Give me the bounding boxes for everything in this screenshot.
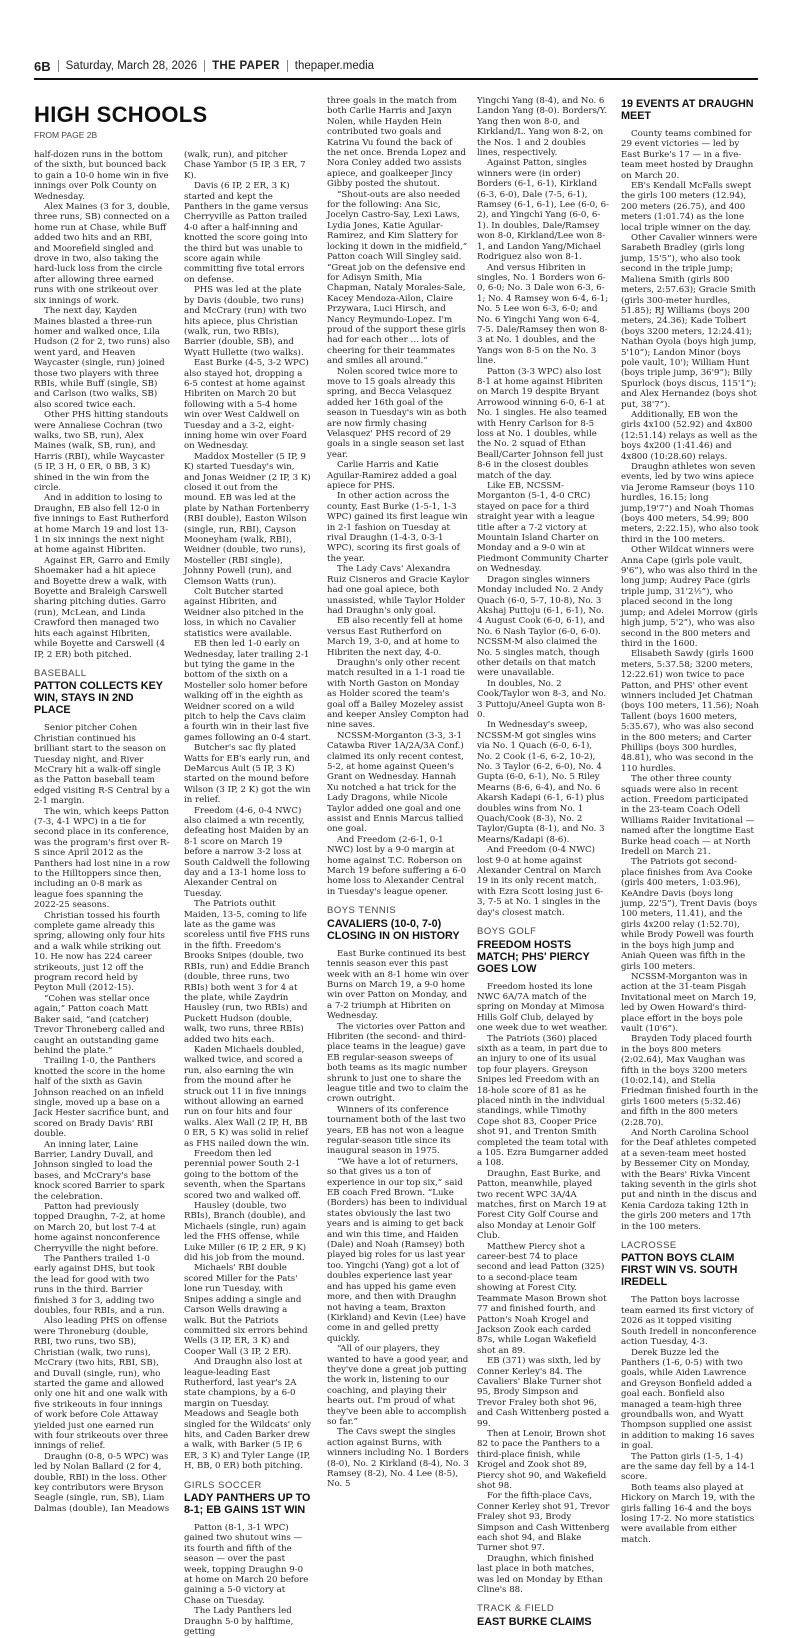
paragraph: EB (371) was sixth, led by Conner Kerley's 84. The Cavaliers' Blake Turner shot 95, Brody Simpson and Trevor Fraley both shot 96, and Cash Wittenberg posted a 99. <box>477 1356 610 1429</box>
column-2 <box>184 150 312 1638</box>
story-kicker: GIRLS SOCCER <box>184 1479 262 1491</box>
paragraph: “All of our players, they wanted to have a good year, and they've done a great job putting the work in, listening to our coaching, and playing their hearts out. I'm proud of what they've been able to accomplish so far.” <box>327 1344 469 1427</box>
paragraph: For the fifth-place Cavs, Conner Kerley shot 91, Trevor Fraley shot 93, Brody Simpson and Cash Wittenberg each shot 94, and Blake Turner shot 97. <box>477 1491 610 1554</box>
paragraph: Freedom (4-6, 0-4 NWC) also claimed a win recently, defeating host Maiden by an 8-1 score on March 19 before a narrow 3-2 loss at South Caldwell the following day and a 13-1 home loss to Alexander Central on Tuesday. <box>184 805 310 899</box>
paragraph: Draughn, East Burke, and Patton, meanwhile, played two recent WPC 3A/4A matches, first on March 19 at Forest City Golf Course and also Monday at Lenoir Golf Club. <box>477 1168 607 1242</box>
paragraph: The Patton girls (1-5, 1-4) are the same day fell by a 14-1 score. <box>621 1451 756 1483</box>
paragraph: The Patriots outhit Maiden, 13-5, coming to life late as the game was scoreless until five FHS runs in the fifth. Freedom's Brooks Snipes (double, two RBIs, run) and Eddie Branch (double, three runs, two RBIs) both went 3 for 4 at the plate, while Zaydrin Hausley (run, two RBIs) and Puckett Hudson (double, walk, two runs, three RBIs) added two hits each. <box>184 899 310 1045</box>
paragraph: Carlie Harris and Katie Aguilar-Ramirez added a goal apiece for PHS. <box>327 460 457 492</box>
paragraph: Nolen scored twice more to move to 15 goals already this spring, and Becca Velasquez added her 16th goal of the season in Tuesday's win as both are now firmly chasing Velasquez' PHS record of 29 goals in a single season set last year. <box>327 366 467 460</box>
paragraph: And Freedom (0-4 NWC) lost 9-0 at home against Alexander Central on March 19 in its only recent match, with Ezra Scott losing just 6-3, 7-5 at No. 1 singles in the day's closest match. <box>477 845 604 918</box>
site-link[interactable]: thepaper.media <box>294 60 375 72</box>
paragraph: And North Carolina School for the Deaf athletes competed at a seven-team meet hosted by Bessemer City on Monday, with the Bears' Rivka Vincent taking seventh in the girls shot put and ninth in the discus and Kenia Cardoza taking 12th in the girls 200 meters and 17th in the 100 meters. <box>621 1128 757 1232</box>
paragraph: Freedom then led perennial power South 2-1 going to the bottom of the seventh, when the Spartans scored two and walked off. <box>184 1149 306 1201</box>
paragraph: “We have a lot of returners, so that gives us a ton of experience in our top six,” said EB coach Fred Brown. “Luke (Borders) has been to individual states obviously the last two years and is aiming to get back and win this time, and Haiden (Dale) and Noah (Ramsey) both played big roles for us last year too. Yingchi (Yang) got a lot of doubles experience last year and has upped his game even more, and then with Draughn not having a team, Braxton (Kirkland) and Kevin (Lee) have come in and gelled pretty quickly. <box>327 1156 468 1344</box>
issue-date: Saturday, March 28, 2026 <box>65 60 198 72</box>
paragraph: PHS was led at the plate by Davis (double, two runs) and McCrary (run) with two hits apiece, plus Christian (walk, run, two RBIs), Barrier (double, SB), and Wyatt Hullette (two walks). <box>184 285 307 358</box>
paragraph: Other Cavalier winners were Sarabeth Bradley (girls long jump, 15'5”), who also took second in the triple jump; Maliena Smith (girls 800 meters, 2:57.63); Gracie Smith (girls 300-meter hurdles, 51.85); RJ Williams (boys 200 meters, 24.36); Kade Tolbert (boys 3200 meters, 12:24.41); Nathan Oyola (boys high jump, 5'10”); Landon Minor (boys pole vault, 10'); William Hunt (boys triple jump, 36'9”); Billy Spurlock (boys discus, 115'1”); and Alex Hernandez (boys shot put, 38'7”). <box>621 233 758 410</box>
story-boys-golf <box>477 927 610 1595</box>
story-headline: LADY PANTHERS UP TO 8-1; EB GAINS 1ST WIN <box>184 1492 311 1516</box>
paragraph: Other PHS hitting standouts were Annaliese Cochran (two walks, two SB, run), Alex Maines (walk, SB, run), and Harris (RBI), while Waycaster (5 IP, 3 H, 0 ER, 0 BB, 3 K) shined in the win from the circle. <box>34 410 169 493</box>
paragraph: Brayden Tody placed fourth in the boys 800 meters (2:02.64), Max Vaughan was fifth in the boys 3200 meters (10:02.14), and Stella Friedman finished fourth in the girls 1600 meters (5:32.46) and fifth in the 800 meters (2:28.70). <box>621 1034 759 1128</box>
page-header <box>34 56 758 76</box>
paragraph: Other Wildcat winners were Anna Cape (girls pole vault, 9'6”), who was also third in the long jump; Audrey Pace (girls triple jump, 31'2½”), who placed second in the long jump; and Adelei Morrow (girls high jump, 5'2”), who was also second in the 800 meters and third in the 1600. <box>621 545 758 649</box>
paragraph: Like EB, NCSSM-Morganton (5-1, 4-0 CRC) stayed on pace for a third straight year with a league title after a 7-2 victory at Mountain Island Charter on Monday and a 9-0 win at Piedmont Community Charter on Wednesday. <box>477 481 609 575</box>
paragraph: Trailing 1-0, the Panthers knotted the score in the home half of the sixth as Gavin Johnson reached on an infield single, moved up a base on a Jack Hester sacrifice bunt, and scored on Brady Davis' RBI double. <box>34 1056 169 1140</box>
paragraph: Freedom hosted its lone NWC 6A/7A match of the spring on Monday at Mimosa Hills Golf Club, delayed by one week due to wet weather. <box>477 981 608 1034</box>
story-kicker: BOYS GOLF <box>477 926 537 938</box>
header-divider <box>204 60 205 72</box>
paragraph: In other action across the county, East Burke (1-5-1, 1-3 WPC) gained its first league win in 2-1 fashion on Tuesday at rival Draughn (1-4-3, 0-3-1 WPC), scoring its first goals of the year. <box>327 491 468 564</box>
paragraph: The Panthers trailed 1-0 early against DHS, but took the lead for good with two runs in the third. Barrier finished 3 for 3, adding two doubles, four RBIs, and a run. <box>34 1254 165 1317</box>
column-1 <box>34 150 170 1628</box>
paragraph: The Cavs swept the singles action against Burns, with winners including No. 1 Borders (8-0), No. 2 Kirkland (8-4), No. 3 Ramsey (8-2), No. 4 Lee (8-5), No. 5 <box>327 1427 469 1490</box>
story-headline: PATTON BOYS CLAIM FIRST WIN VS. SOUTH IREDELL <box>621 1252 738 1289</box>
paragraph: Butcher's sac fly plated Watts for EB's early run, and DeMarcus Ault (5 IP, 3 K) started on the mound before Wilson (3 IP, 2 K) got the win in relief. <box>184 743 311 806</box>
paragraph: Winners of its conference tournament both of the last two years, EB has not won a league regular-season title since its inaugural season in 1975. <box>327 1104 466 1157</box>
paragraph: (walk, run), and pitcher Chase Yambor (5 IP, 3 ER, 7 K). <box>184 150 306 181</box>
paragraph: The Lady Panthers led Draughn 5-0 by halftime, getting <box>184 1606 294 1638</box>
paragraph: The win, which keeps Patton (7-3, 4-1 WPC) in a tie for second place in its conference, was the program's first over R-S since April 2012 as the Panthers had lost nine in a row to the Hilltoppers since then, including an 0-8 mark as league foes spanning the 2022-25 seasons. <box>34 806 170 911</box>
paragraph: Then at Lenoir, Brown shot 82 to pace the Panthers to a third-place finish, while Krogel and Zook shot 89, Piercy shot 90, and Wakefield shot 98. <box>477 1428 607 1491</box>
header-rule <box>34 78 758 80</box>
paragraph: half-dozen runs in the bottom of the sixth, but bounced back to gain a 10-0 home win in five innings over Polk County on Wednesday. <box>34 150 169 202</box>
story-lacrosse <box>621 1241 759 1545</box>
paragraph: Additionally, EB won the girls 4x100 (52.92) and 4x800 (12:51.14) relays as well as the boys 4x200 (1:41.46) and 4x800 (10:28.60) relays. <box>621 409 758 462</box>
paragraph: East Burke continued its best tennis season ever this past week with an 8-1 home win over Burns on March 19, a 9-0 home win over Patton on Monday, and a 7-2 triumph at Hibriten on Wednesday. <box>327 948 469 1022</box>
paragraph: In Wednesday's sweep, NCSSM-M got singles wins via No. 1 Quach (6-0, 6-1), No. 2 Cook (1-6, 6-2, 10-2), No. 3 Taylor (6-2, 6-0), No. 4 Gupta (6-0, 6-1), No. 5 Riley Mearns (8-6, 6-4), and No. 6 Akarsh Kadapi (6-1, 6-1) plus doubles wins from No. 1 Quach/Cook (8-3), No. 2 Taylor/Gupta (8-1), and No. 3 Mearns/Kadapi (8-6). <box>477 720 605 845</box>
paragraph: Maddox Mosteller (5 IP, 9 K) started Tuesday's win, and Jonas Weidner (2 IP, 3 K) closed it out from the mound. EB was led at the plate by Nathan Fortenberry (RBI double), Easton Wilson (single, run, RBI), Cayson Mooneyham (walk, RBI), Weidner (double, two runs), Mosteller (RBI single), Johnny Powell (run), and Clemson Watts (run). <box>184 451 311 587</box>
paragraph: Draughn athletes won seven events, led by two wins apiece via Jerome Ramseur (boys 110 hurdles, 16.15; long jump,19'7”) and Noah Thomas (boys 400 meters, 54.99; 800 meters, 2:22.15), who also took third in the 100 meters. <box>621 462 759 545</box>
paragraph: And Freedom (2-6-1, 0-1 NWC) lost by a 9-0 margin at home against T.C. Roberson on March 19 before suffering a 6-0 home loss to Alexander Central in Tuesday's league opener. <box>327 834 467 897</box>
paragraph: “Shout-outs are also needed for the following: Ana Sic, Jocelyn Castro-Say, Lexi Laws, Lydia Jones, Katie Aguilar-Ramirez, and Kim Slattery for locking it down in the midfield,” Patton coach Will Singley said. “Great job on the defensive end for Adisyn Smith, Mia Chapman, Nataly Morales-Sale, Kacey Mendoza-Ailon, Claire Przywara, Luci Hirsch, and Nancy Reymundo-Lopez. I'm proud of the support these girls had for each other … lots of cheering for their teammates and smiles all around.” <box>327 189 468 367</box>
paragraph: Alex Maines (3 for 3, double, three runs, SB) connected on a home run at Chase, while Buff added two hits and an RBI, and Moorefield singled and drove in two, also taking the hard-luck loss from the circle after allowing three earned runs with one strikeout over six innings of work. <box>34 202 171 306</box>
story-kicker: BASEBALL <box>34 667 87 679</box>
story-headline: FREEDOM HOSTS MATCH; PHS' PIERCY GOES LOW <box>477 938 590 975</box>
story-headline: PATTON COLLECTS KEY WIN, STAYS IN 2ND PLACE <box>34 680 163 717</box>
paragraph: In doubles, No. 2 Cook/Taylor won 8-3, and No. 3 Puttoju/Aneel Gupta won 8-0. <box>477 678 607 720</box>
paragraph: Both teams also played at Hickory on March 19, with the girls falling 16-4 and the boys losing 17-2. No more statistics were available from either match. <box>621 1482 755 1545</box>
paragraph: Matthew Piercy shot a career-best 74 to place second and lead Patton (325) to a second-place team showing at Forest City. Teammate Mason Brown shot 77 and finished fourth, and Patton's Noah Krogel and Jackson Zook each carded 87s, while Logan Wakefield shot an 89. <box>477 1241 607 1356</box>
paragraph: And in addition to losing to Draughn, EB also fell 12-0 in five innings to East Rutherford at home March 19 and lost 13-1 in six innings the next night at home against Hibriten. <box>34 493 169 556</box>
paragraph: Yingchi Yang (8-4), and No. 6 Landon Yang (8-0). Borders/Y. Yang then won 8-0, and Kirkland/L. Yang won 8-2, on the Nos. 1 and 2 doubles lines, respectively. <box>477 96 608 159</box>
story-kicker: BOYS TENNIS <box>327 905 397 917</box>
paragraph: Draughn's only other recent match resulted in a 1-1 road tie with North Gaston on Monday as Holder scored the team's goal off a Bailey Mozeley assist and keeper Ansley Compton had nine saves. <box>327 657 469 731</box>
paragraph: three goals in the match from both Carlie Harris and Jaxyn Nolen, while Hayden Hein contributed two goals and Katrina Vu found the back of the net once. Brenda Lopez and Nora Conley added two assists apiece, and goalkeeper Jincy Gibby posted the shutout. <box>327 96 466 190</box>
paragraph: And versus Hibriten in singles, No. 1 Borders won 6-0, 6-0; No. 3 Dale won 6-3, 6-1; No. 4 Ramsey won 6-4, 6-1; No. 5 Lee won 6-3, 6-0; and No. 6 Yingchi Yang won 6-4, 7-5. Dale/Ramsey then won 8-3 at No. 1 doubles, and the Yangs won 8-5 on the No. 3 line. <box>477 262 609 367</box>
paragraph: Patton (8-1, 3-1 WPC) gained two shutout wins — its fourth and fifth of the season — over the past week, topping Draughn 9-0 at home on March 20 before gaining a 5-0 victory at Chase on Tuesday. <box>184 1523 309 1606</box>
paragraph: NCSSM-Morganton (3-3, 3-1 Catawba River 1A/2A/3A Conf.) claimed its only recent contest, 5-2, at home against Queen's Grant on Wednesday. Hannah Xu notched a hat trick for the Lady Dragons, while Nicole Taylor added one goal and one assist and Ennis Marcus tallied one goal. <box>327 730 464 835</box>
paragraph: Hausley (double, two RBIs), Branch (double), and Michaels (single, run) again led the FHS offense, while Luke Miller (6 IP, 2 ER, 9 K) did his job from the mound. <box>184 1201 307 1264</box>
paragraph: Also leading PHS on offense were Throneburg (double, RBI, two runs, two SB), Christian (walk, two runs), McCrary (two hits, RBI, SB), and Duvall (single, run), who started the game and allowed only one hit and one walk with five strikeouts in four innings of work before Cole Attaway yielded just one earned run with four strikeouts over three innings of relief. <box>34 1316 169 1452</box>
paragraph: Patton had previously topped Draughn, 7-2, at home on March 20, but lost 7-4 at home against nonconference Cherryville the night before. <box>34 1202 166 1254</box>
paragraph: EB's Kendall McFalls swept the girls 100 meters (12.94), 200 meters (26.75), and 400 meters (1:01.74) as the lone local triple winner on the day. <box>621 181 752 233</box>
story-baseball <box>34 669 170 1514</box>
paragraph: NCSSM-Morganton was in action at the 31-team Pisgah Invitational meet on March 19, led by Owen Howard's third-place effort in the boys pole vault (10'6”). <box>621 971 757 1034</box>
page-number: 6B <box>34 58 51 74</box>
paper-name: THE PAPER <box>212 60 280 72</box>
paragraph: Senior pitcher Cohen Christian continued his brilliant start to the season on Tuesday night, and River McCrary hit a walk-off single as the Patton baseball team edged visiting R-S Central by a 2-1 margin. <box>34 723 170 807</box>
paragraph: Davis (6 IP, 2 ER, 3 K) started and kept the Panthers in the game versus Cherryville as Patton trailed 4-0 after a half-inning and knotted the score going into the third but was unable to score again while committing five total errors on defense. <box>184 181 309 285</box>
paragraph: Dragon singles winners Monday included No. 2 Andy Quach (6-0, 5-7, 10-8), No. 3 Akshaj Puttoju (6-1, 6-1), No. 4 August Cook (6-0, 6-1), and No. 6 Nash Taylor (6-0, 6-0). NCSSM-M also claimed the No. 5 singles match, though other details on that match were unavailable. <box>477 574 605 679</box>
story-boys-tennis <box>327 906 469 1490</box>
paragraph: Michaels' RBI double scored Miller for the Pats' lone run Tuesday, with Snipes adding a single and Carson Wells drawing a walk. But the Patriots committed six errors behind Wells (3 IP, ER, 3 K) and Cooper Wall (3 IP, 2 ER). <box>184 1263 308 1357</box>
column-5 <box>621 96 759 1628</box>
story-headline: CAVALIERS (10-0, 7-0) CLOSING IN ON HISTORY <box>327 917 460 942</box>
column-3 <box>327 96 469 1628</box>
story-girls-soccer <box>184 1481 312 1638</box>
story-headline: EAST BURKE CLAIMS <box>477 1615 592 1628</box>
story-headline: 19 EVENTS AT DRAUGHN MEET <box>621 98 754 122</box>
paragraph: EB then led 1-0 early on Wednesday, later trailing 2-1 but tying the game in the bottom of the sixth on a Mosteller solo homer before walking off in the eighth as Weidner scored on a wild pitch to help the Cavs claim a fourth win in their last five games following an 0-4 start. <box>184 639 312 743</box>
paragraph: Derek Buzze led the Panthers (1-6, 0-5) with two goals, while Aiden Lawrence and Greyson Bonfield added a goal each. Bonfield also managed a team-high three groundballs won, and Wyatt Thompson supplied one assist in addition to making 16 saves in goal. <box>621 1347 755 1452</box>
paragraph: And Draughn also lost at league-leading East Rutherford, last year's 2A state champions, by a 6-0 margin on Tuesday. Meadows and Seagle both singled for the Wildcats' only hits, and Caden Barker drew a walk, with Barker (5 IP, 6 ER, 3 K) and Tyler Lange (IP, H, BB, 0 ER) both pitching. <box>184 1357 312 1472</box>
paragraph: Elisabeth Sawdy (girls 1600 meters, 5:37.58; 3200 meters, 12:22.61) won twice to pace Patton, and PHS' other event winners included Jet Chatman (boys 100 meters, 11.56); Noah Tallent (boys 1600 meters, 5:35.67), who was also second in the 800 meters; and Carter Phillips (boys 300 hurdles, 48.81), who was second in the 110 hurdles. <box>621 649 759 774</box>
paragraph: County teams combined for 29 event victories — led by East Burke's 17 — in a five-team meet hosted by Draughn on March 20. <box>621 129 754 181</box>
story-kicker: TRACK & FIELD <box>477 1603 555 1615</box>
paragraph: Against ER, Garro and Emily Shoemaker had a hit apiece and Boyette drew a walk, with Boyette and Braleigh Carswell sharing pitching duties. Garro (run), McLean, and Linda Crawford then managed two hits each against Hibriten, while Boyette and Carswell (4 IP, 2 ER) both pitched. <box>34 555 170 660</box>
paragraph: Draughn (0-8, 0-5 WPC) was led by Nolan Ballard (2 for 4, double, RBI) in the loss. Other key contributors were Bryson Seagle (single, run, SB), Liam Dalmas (double), Ian Meadows <box>34 1451 170 1514</box>
paragraph: Draughn, which finished last place in both matches, was led on Monday by Ethan Cline's 88. <box>477 1553 603 1596</box>
story-continued <box>34 150 170 660</box>
paragraph: The Patton boys lacrosse team earned its first victory of 2026 as it topped visiting South Iredell in nonconference action Tuesday, 4-3. <box>621 1295 757 1348</box>
paragraph: Christian tossed his fourth complete game already this spring, allowing only four hits and a walk while striking out 10. He now has 224 career strikeouts, just 12 off the program record held by Peyton Mull (2012-15). <box>34 910 165 994</box>
header-divider <box>58 60 59 72</box>
story-track-field <box>477 1604 610 1627</box>
paragraph: The Patriots got second-place finishes from Ava Cooke (girls 400 meters, 1:03.96), KeAndre Davis (boys long jump, 22'5”), Trent Davis (boys 100 meters, 11.41), and the girls 4x200 relay (1:52.70), while Brody Powell was fourth in the boys high jump and Aniah Queen was fifth in the girls 100 meters. <box>621 857 757 972</box>
paragraph: An inning later, Laine Barrier, Landry Duvall, and Johnson singled to load the bases, and McCrary's base knock scored Barrier to spark the celebration. <box>34 1139 165 1202</box>
paragraph: EB also recently fell at home versus East Rutherford on March 19, 3-0, and at home to Hibriten the next day, 4-0. <box>327 616 463 658</box>
paragraph: The other three county squads were also in recent action. Freedom participated in the 23-team Coach Odell Williams Raider Invitational — named after the longtime East Burke head coach — at North Iredell on March 21. <box>621 774 755 858</box>
column-4 <box>477 96 610 1628</box>
section-title: HIGH SCHOOLS <box>34 102 208 127</box>
paragraph: The Lady Cavs' Alexandra Ruiz Cisneros and Gracie Kaylor had one goal apiece, both unassisted, while Taylor Holder had Draughn's only goal. <box>327 564 469 616</box>
paragraph: East Burke (4-5, 3-2 WPC) also stayed hot, dropping a 6-5 contest at home against Hibriten on March 20 but following with a 5-4 home win over West Caldwell on Tuesday and a 3-2, eight-inning home win over Foard on Wednesday. <box>184 358 309 452</box>
paragraph: Kaden Michaels doubled, walked twice, and scored a run, also earning the win from the mound after he struck out 11 in five innings without allowing an earned run on four hits and four walks. Alex Wall (2 IP, H, BB 0 ER, 5 K) was solid in relief as FHS nailed down the win. <box>184 1044 310 1149</box>
paragraph: The next day, Kayden Maines blasted a three-run homer and walked once, Lila Hudson (2 for 2, two runs) also went yard, and Heaven Waycaster (single, run) joined those two players with three RBIs, while Buff (single, SB) and Carlson (two walks, SB) also scored twice each. <box>34 306 170 410</box>
paragraph: Against Patton, singles winners were (in order) Borders (6-1, 6-1), Kirkland (6-3, 6-0), Dale (7-5, 6-1), Ramsey (6-1, 6-1), Lee (6-0, 6-2), and Yingchi Yang (6-0, 6-1). In doubles, Dale/Ramsey won 8-0, Kirkland/Lee won 8-1, and Landon Yang/Michael Rodriguez also won 8-1. <box>477 158 609 263</box>
paragraph: “Cohen was stellar once again,” Patton coach Matt Baker said, “and (catcher) Trevor Throneberg called and caught an outstanding game behind the plate.” <box>34 993 165 1056</box>
story-kicker: LACROSSE <box>621 1240 677 1252</box>
paragraph: The victories over Patton and Hibriten (the second- and third-place teams in the league) gave EB regular-season sweeps of both teams as its magic number shrunk to just one to share the league title and two to claim the crown outright. <box>327 1021 469 1105</box>
paragraph: Colt Butcher started against Hibriten, and Weidner also pitched in the loss, in which no Cavalier statistics were available. <box>184 587 304 639</box>
jump-line: FROM PAGE 2B <box>34 130 98 140</box>
paragraph: The Patriots (360) placed sixth as a team, in part due to an injury to one of its usual top four players. Greyson Snipes led Freedom with an 18-hole score of 81 as he placed ninth in the individual standings, while Timothy Cope shot 83, Cooper Price shot 91, and Trenton Smith completed the team total with a 105. Ezra Bumgarner added a 108. <box>477 1033 609 1169</box>
paragraph: Patton (3-3 WPC) also lost 8-1 at home against Hibriten on March 19 despite Bryant Arrowood winning 6-0, 6-1 at No. 1 singles. He also teamed with Henry Carlson for 8-5 loss at No. 1 doubles, while the No. 2 squad of Ethan Beall/Carter Johnson fell just 8-6 in the closest doubles match of the day. <box>477 366 608 481</box>
header-divider <box>287 60 288 72</box>
